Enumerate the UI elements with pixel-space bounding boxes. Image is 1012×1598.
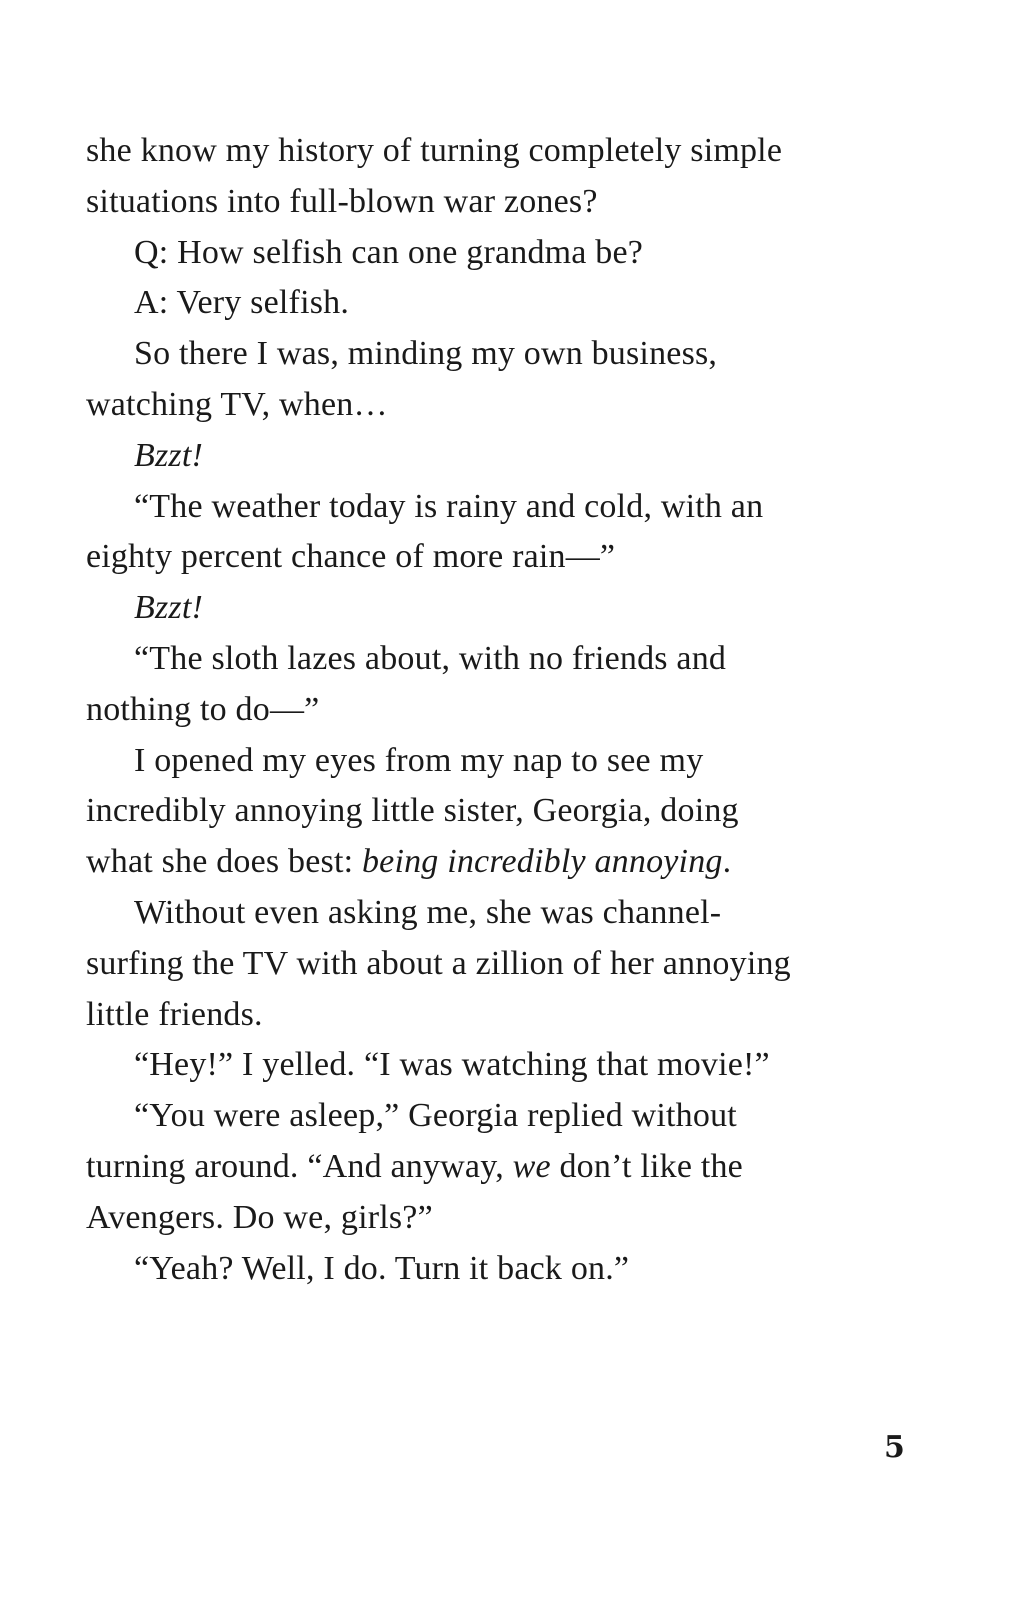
text-line: little friends. (86, 995, 263, 1033)
text-line: “You were asleep,” Georgia replied without (134, 1097, 737, 1135)
body-text (86, 126, 906, 1294)
text-line: Without even asking me, she was channel- (134, 893, 722, 931)
emphasis-text: we (512, 1147, 551, 1185)
text-line: “The sloth lazes about, with no friends and (134, 639, 727, 677)
text-line (86, 837, 906, 888)
text-line: incredibly annoying little sister, Georgia, doing (86, 792, 739, 830)
text-line: eighty percent chance of more rain—” (86, 538, 616, 576)
text-line: she know my history of turning completely simple (86, 132, 783, 169)
text-line: situations into full-blown war zones? (86, 182, 598, 220)
emphasis-text: being incredibly annoying (361, 843, 723, 881)
text-segment: turning around. “And anyway, (86, 1147, 513, 1185)
text-line: Q: How selfish can one grandma be? (134, 233, 644, 271)
sound-effect-line: Bzzt! (134, 436, 203, 474)
text-line: So there I was, minding my own business, (134, 335, 718, 373)
text-line (86, 1142, 906, 1193)
text-segment: . (722, 843, 732, 881)
text-line: Avengers. Do we, girls?” (86, 1198, 433, 1236)
text-segment: don’t like the (550, 1147, 743, 1185)
text-line: watching TV, when… (86, 385, 388, 423)
text-line: nothing to do—” (86, 690, 320, 728)
text-line: surfing the TV with about a zillion of her annoying (86, 944, 791, 982)
text-line: “The weather today is rainy and cold, with an (134, 487, 764, 525)
page-number: 5 (884, 1430, 905, 1465)
text-line: I opened my eyes from my nap to see my (134, 741, 704, 779)
text-line: “Yeah? Well, I do. Turn it back on.” (134, 1249, 630, 1287)
text-line: “Hey!” I yelled. “I was watching that movie!” (134, 1046, 770, 1084)
sound-effect-line: Bzzt! (134, 589, 203, 627)
text-line: A: Very selfish. (134, 284, 350, 322)
text-segment: what she does best: (86, 843, 362, 881)
